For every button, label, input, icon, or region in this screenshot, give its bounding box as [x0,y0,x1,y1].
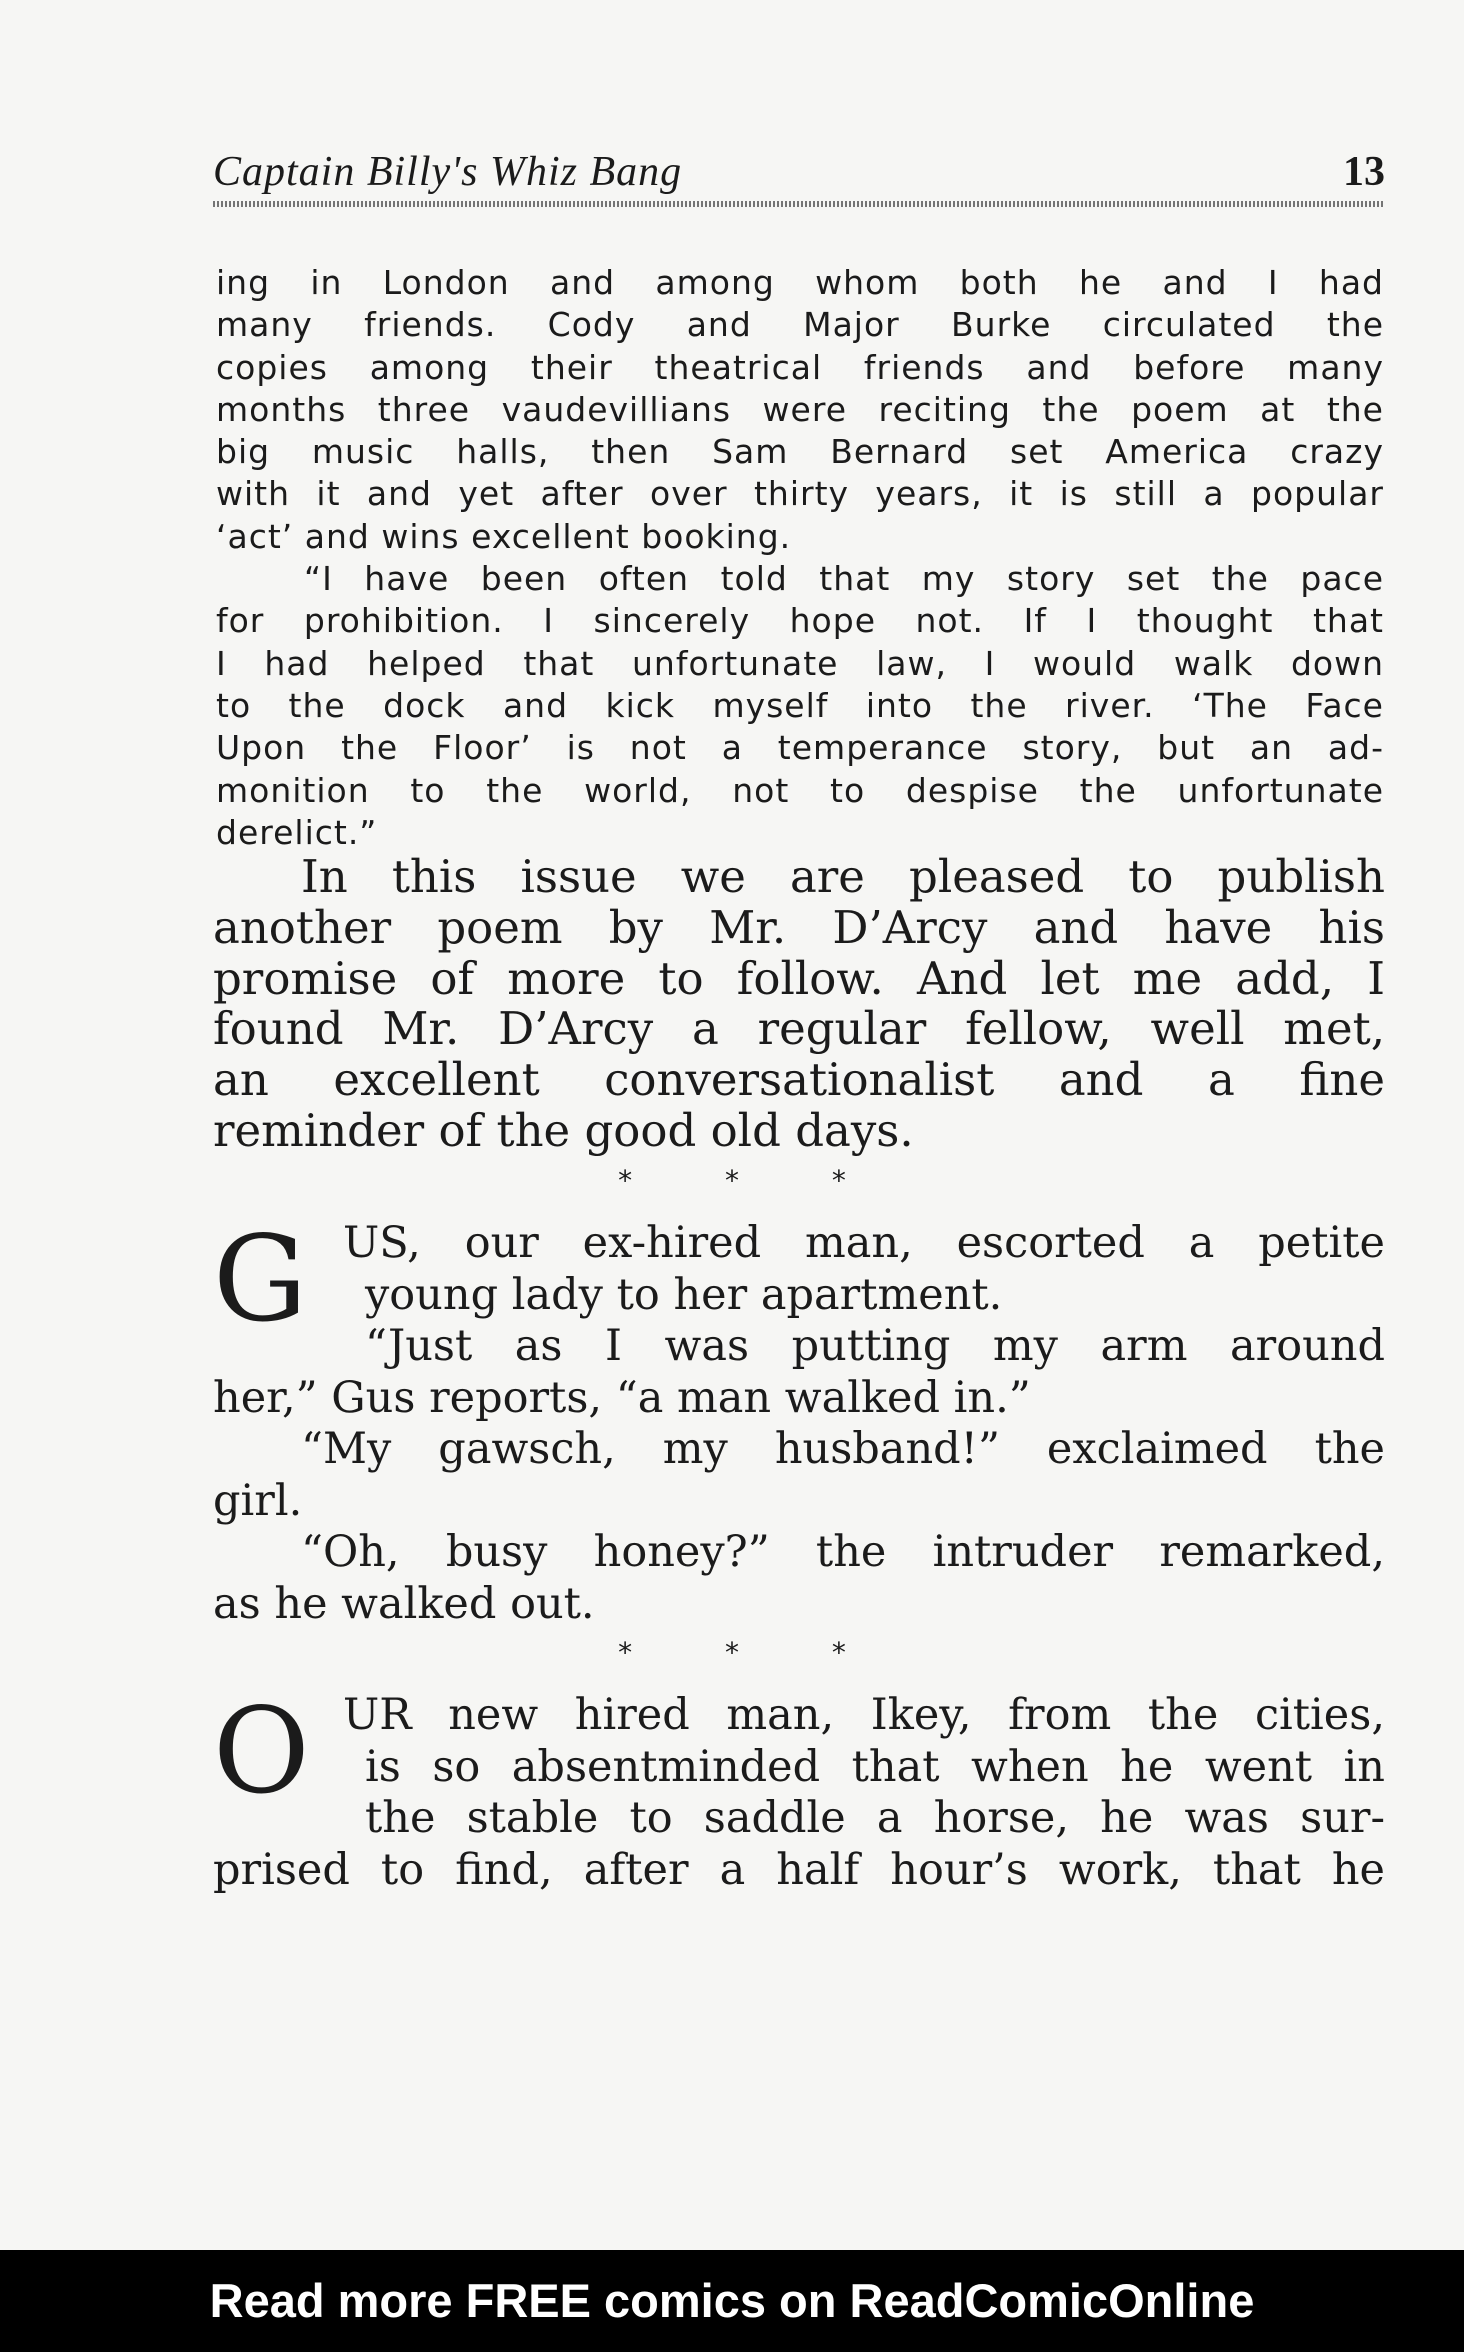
text-line: US, our ex-hired man, escorted a petite [343,1218,1385,1268]
text-line: an excellent conversationalist and a fine [213,1053,1385,1107]
text-line: her,” Gus reports, “a man walked in.” [213,1372,1031,1423]
text-line: found Mr. D’Arcy a regular fellow, well met, [213,1002,1385,1056]
text-line: copies among their theatrical friends and before many [216,347,1384,387]
text-line: reminder of the good old days. [213,1103,914,1157]
text-line: is so absentminded that when he went in [365,1741,1385,1792]
text-line: to the dock and kick myself into the river. ‘The Face [216,685,1384,725]
section-separator: * * * [618,1636,888,1669]
text-line: “I have been often told that my story set the pace [304,559,1384,599]
text-line: Upon the Floor’ is not a temperance story, but an ad- [216,728,1384,768]
text-line: ing in London and among whom both he and I had [216,263,1384,302]
header-rule [213,201,1385,207]
promo-banner[interactable]: Read more FREE comics on ReadComicOnline [0,2250,1464,2352]
running-header [213,146,1385,198]
text-line: UR new hired man, Ikey, from the cities, [343,1690,1385,1740]
anecdote-gus [213,1210,1385,1630]
publication-title: Captain Billy's Whiz Bang [213,149,683,195]
text-line: ‘act’ and wins excellent booking. [216,516,792,556]
editorial-paragraph [213,852,1385,1157]
text-line: another poem by Mr. D’Arcy and have his [213,900,1385,954]
text-line: promise of more to follow. And let me add, I [213,951,1385,1005]
quoted-letter-text [216,262,1384,854]
drop-cap: G [213,1210,308,1348]
text-line: as he walked out. [213,1578,595,1629]
text-line: derelict.” [216,812,378,852]
text-line: the stable to saddle a horse, he was sur- [365,1793,1385,1843]
text-line: “Oh, busy honey?” the intruder remarked, [301,1527,1385,1577]
anecdote-ikey [213,1682,1385,1896]
text-line: I had helped that unfortunate law, I would walk down [216,643,1384,683]
text-line: many friends. Cody and Major Burke circulated the [216,305,1384,345]
text-line: monition to the world, not to despise the unfortunate [216,770,1384,810]
page-number: 13 [1343,149,1385,195]
text-line: prised to find, after a half hour’s work, that he [213,1844,1385,1895]
text-line: months three vaudevillians were reciting the poem at the [216,389,1384,429]
text-line: young lady to her apartment. [365,1269,1003,1320]
text-line: In this issue we are pleased to publish [301,850,1385,903]
drop-cap: O [213,1682,310,1820]
section-separator: * * * [618,1164,888,1197]
text-line: “My gawsch, my husband!” exclaimed the [301,1424,1385,1474]
text-line: girl. [213,1475,303,1526]
text-line: big music halls, then Sam Bernard set America crazy [216,432,1384,472]
text-line: “Just as I was putting my arm around [365,1321,1385,1371]
text-line: with it and yet after over thirty years, it is still a popular [216,474,1384,514]
text-line: for prohibition. I sincerely hope not. If I thought that [216,601,1384,641]
